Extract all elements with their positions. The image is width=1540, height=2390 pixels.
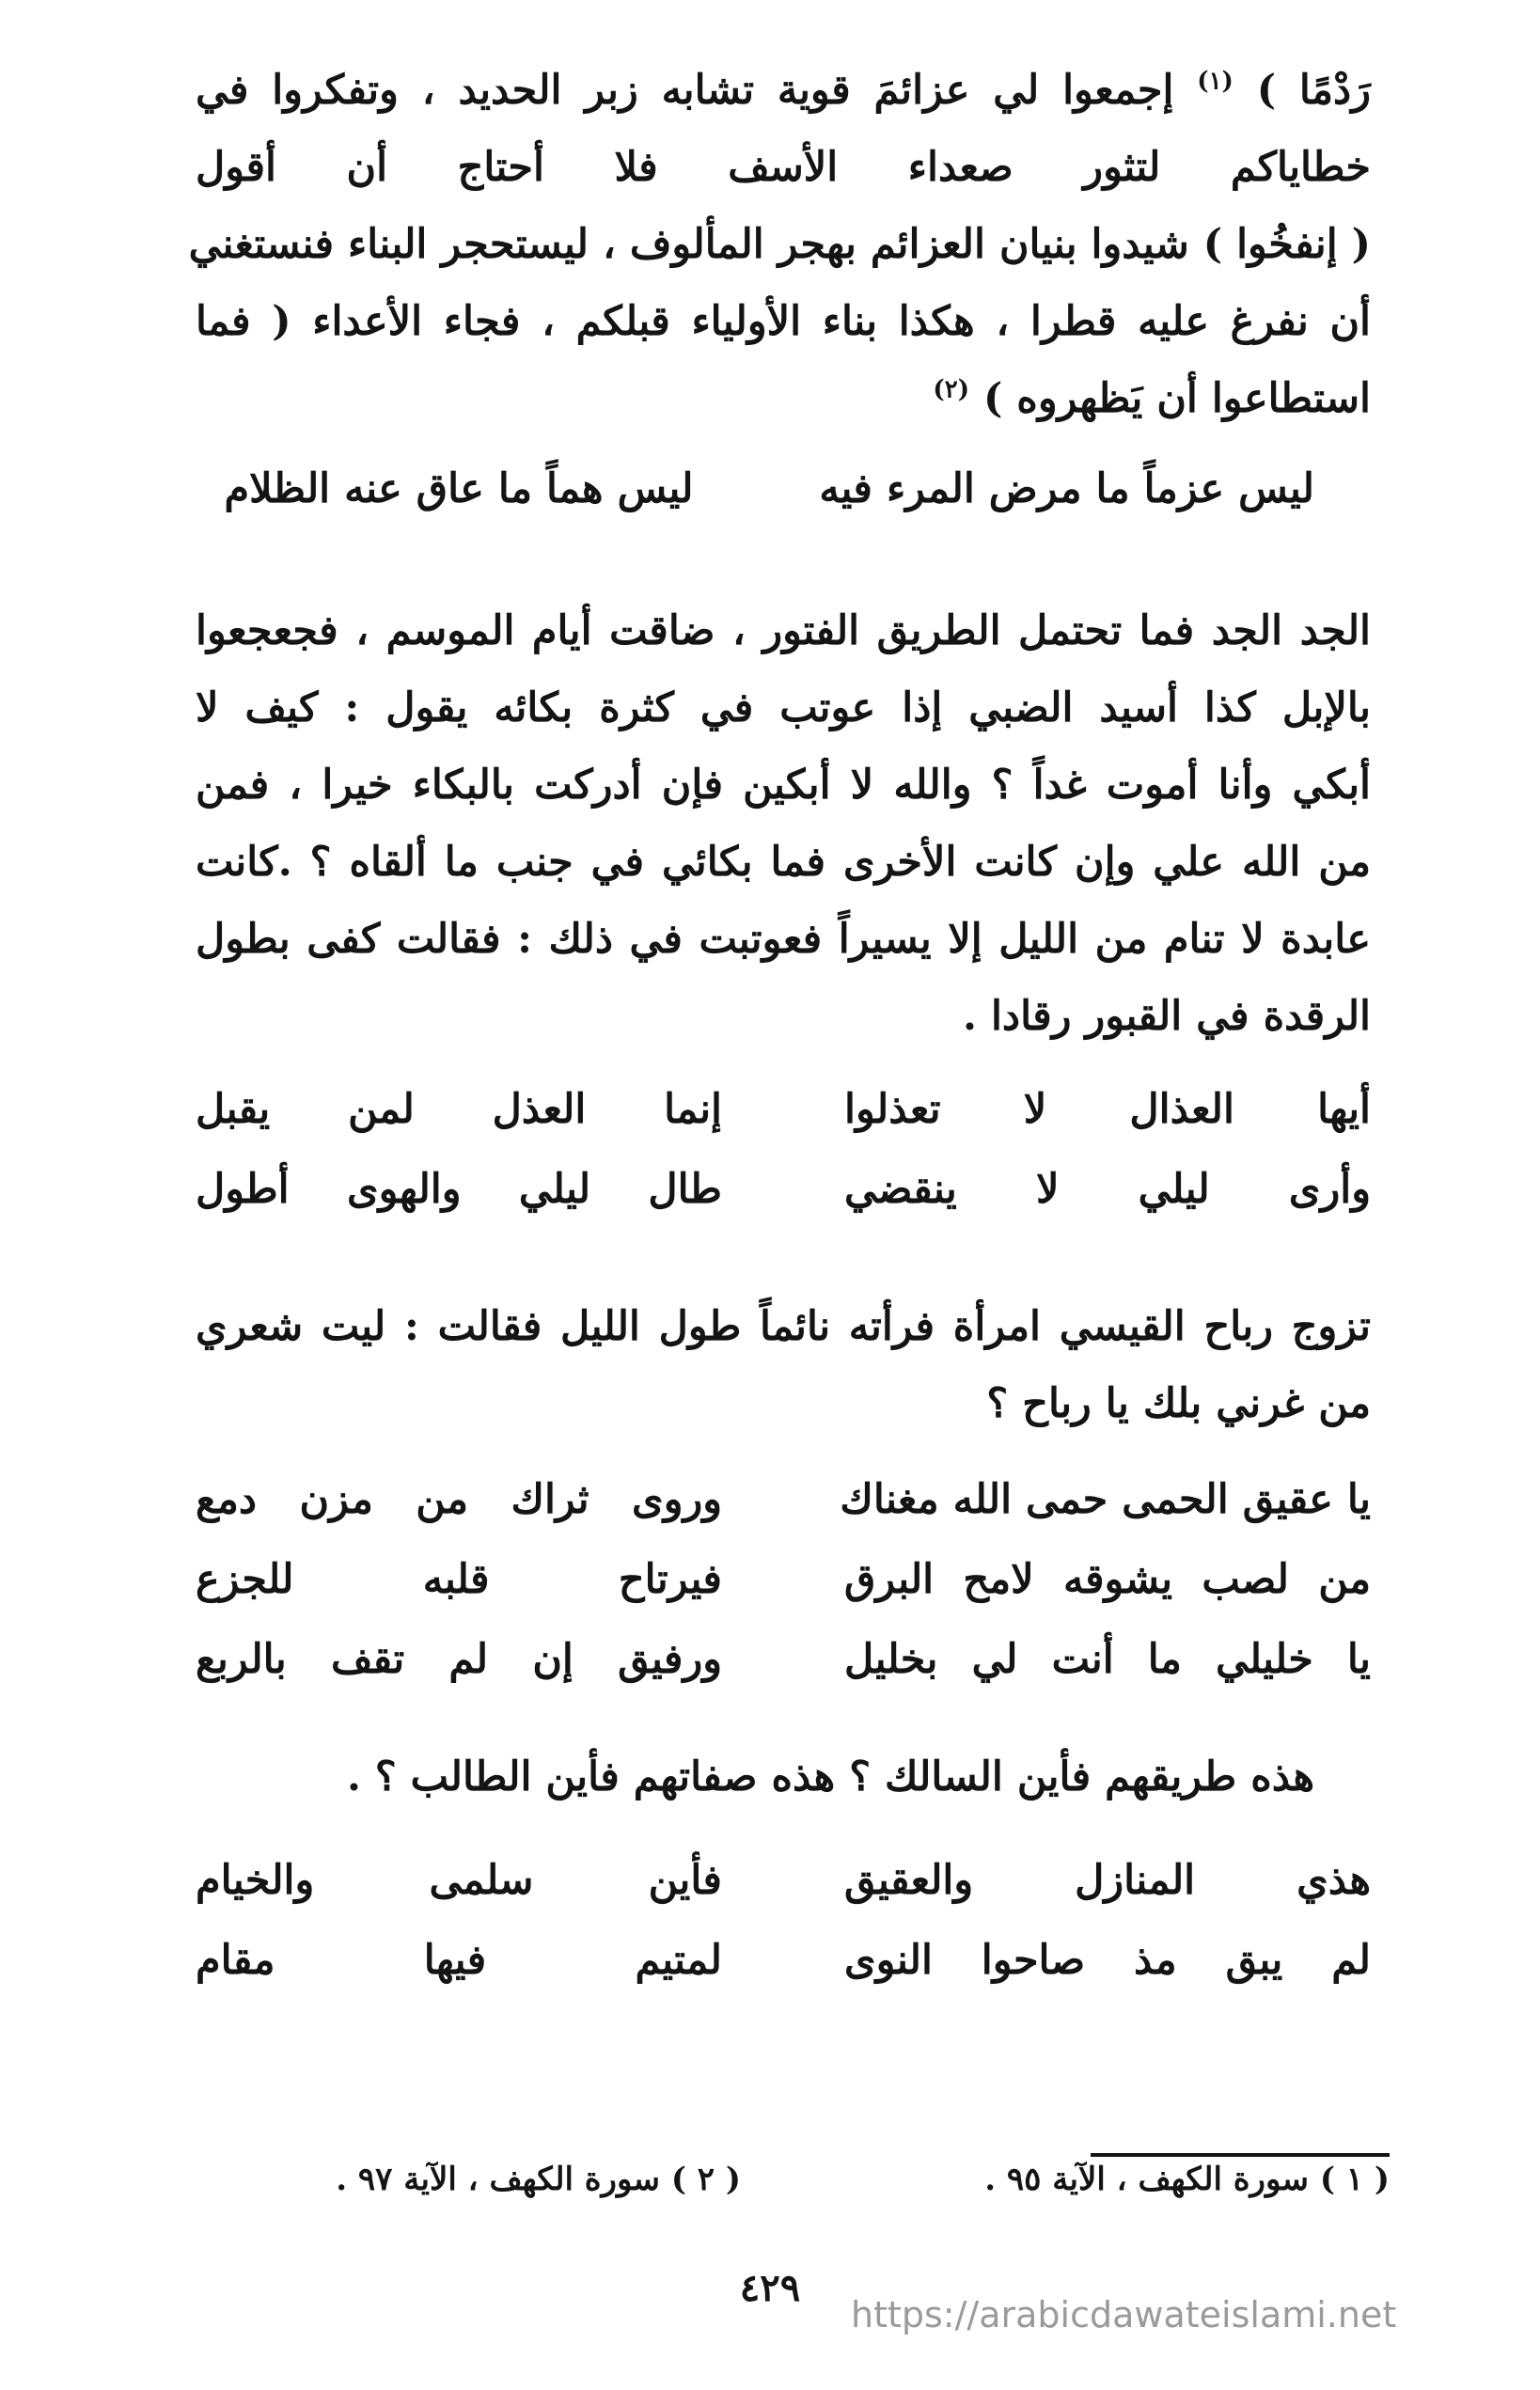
footnote-1: ( ١ ) سورة الكهف ، الآية ٩٥ . <box>984 2161 1390 2198</box>
verse-4-line-2 <box>196 1937 1371 2012</box>
paragraph-3-line-1: تزوج رباح القيسي امرأة فرأته نائماً طول الليل فقالت : ليت شعري <box>196 1303 1371 1350</box>
verse-1-second-hemistich: ليس هماً ما عاق عنه الظلام <box>224 465 694 512</box>
paragraph-2-line-4: من الله علي وإن كانت الأخرى فما بكائي في جنب ما ألقاه ؟ .كانت <box>196 839 1371 886</box>
verse-2-line-2-first: وأرى ليلي لا ينقضي <box>844 1166 1371 1213</box>
verse-1-first-hemistich: ليس عزماً ما مرض المرء فيه <box>819 465 1314 512</box>
footnote-2: ( ٢ ) سورة الكهف ، الآية ٩٧ . <box>336 2161 741 2198</box>
paragraph-3-line-2: من غرني بلك يا رباح ؟ <box>986 1380 1371 1427</box>
verse-4-line-1-second: فأين سلمى والخيام <box>196 1857 722 1904</box>
verse-3-line-3 <box>196 1636 1371 1711</box>
paragraph-1-line-5: استطاعوا أن يَظهروه ) $^{(٢)}$ <box>933 375 1371 422</box>
verse-3-line-3-second: ورفيق إن لم تقف بالربع <box>196 1636 722 1683</box>
paragraph-1-line-3: ( إنفخُوا ) شيدوا بنيان العزائم بهجر المألوف ، ليستحجر البناء فنستغني <box>188 221 1371 268</box>
verse-3-line-2 <box>196 1556 1371 1631</box>
footnote-separator <box>1091 2153 1390 2157</box>
paragraph-1-line-2: خطاياكم لتثور صعداء الأسف فلا أحتاج أن أقول <box>196 144 1371 191</box>
paragraph-1 <box>188 52 1371 437</box>
verse-3-line-1-first: يا عقيق الحمى حمى الله مغناك <box>840 1476 1371 1523</box>
centered-line <box>196 1753 1371 1829</box>
verse-3-line-2-second: فيرتاح قلبه للجزع <box>196 1556 722 1603</box>
verse-4-line-1 <box>196 1857 1371 1932</box>
watermark-url: https://arabicdawateislami.net <box>851 2294 1397 2335</box>
paragraph-1-line-1: رَدْمًا ) $^{(١)}$ إجمعوا لي عزائمَ قوية تشابه زبر الحديد ، وتفكروا في <box>196 67 1371 114</box>
paragraph-3 <box>196 1288 1371 1442</box>
footnote-ref-1[interactable]: (١) <box>1197 67 1234 96</box>
verse-2-line-1-second: إنما العذل لمن يقبل <box>196 1086 722 1133</box>
verse-1 <box>196 465 1371 541</box>
paragraph-2-line-1: الجد الجد فما تحتمل الطريق الفتور ، ضاقت أيام الموسم ، فجعجعوا <box>196 607 1371 654</box>
centered-line-text: هذه طريقهم فأين السالك ؟ هذه صفاتهم فأين الطالب ؟ . <box>346 1753 1314 1800</box>
verse-4-line-2-first: لم يبق مذ صاحوا النوى <box>844 1937 1371 1984</box>
verse-3-line-1-second: وروى ثراك من مزن دمع <box>196 1476 722 1523</box>
page-number: ٤٢٩ <box>739 2266 801 2310</box>
paragraph-2-line-2: بالإبل كذا أسيد الضبي إذا عوتب في كثرة بكائه يقول : كيف لا <box>196 684 1371 731</box>
verse-2-line-1 <box>196 1086 1371 1161</box>
verse-2-line-2-second: طال ليلي والهوى أطول <box>196 1166 722 1213</box>
paragraph-2 <box>196 592 1371 1055</box>
verse-2-line-1-first: أيها العذال لا تعذلوا <box>844 1086 1371 1133</box>
footnote-ref-2[interactable]: (٢) <box>933 375 969 404</box>
paragraph-2-line-3: أبكي وأنا أموت غداً ؟ والله لا أبكين فإن أدركت بالبكاء خيرا ، فمن <box>196 762 1371 809</box>
verse-2-line-2 <box>196 1166 1371 1241</box>
verse-3-line-1 <box>196 1476 1371 1551</box>
verse-3-line-3-first: يا خليلي ما أنت لي بخليل <box>844 1636 1371 1683</box>
verse-3-line-2-first: من لصب يشوقه لامح البرق <box>844 1556 1371 1603</box>
paragraph-2-line-6: الرقدة في القبور رقادا . <box>963 993 1371 1040</box>
paragraph-2-line-5: عابدة لا تنام من الليل إلا يسيراً فعوتبت في ذلك : فقالت كفى بطول <box>196 916 1371 963</box>
verse-4-line-1-first: هذي المنازل والعقيق <box>844 1857 1371 1904</box>
verse-4-line-2-second: لمتيم فيها مقام <box>196 1937 722 1984</box>
paragraph-1-line-4: أن نفرغ عليه قطرا ، هكذا بناء الأولياء قبلكم ، فجاء الأعداء ( فما <box>196 298 1371 345</box>
